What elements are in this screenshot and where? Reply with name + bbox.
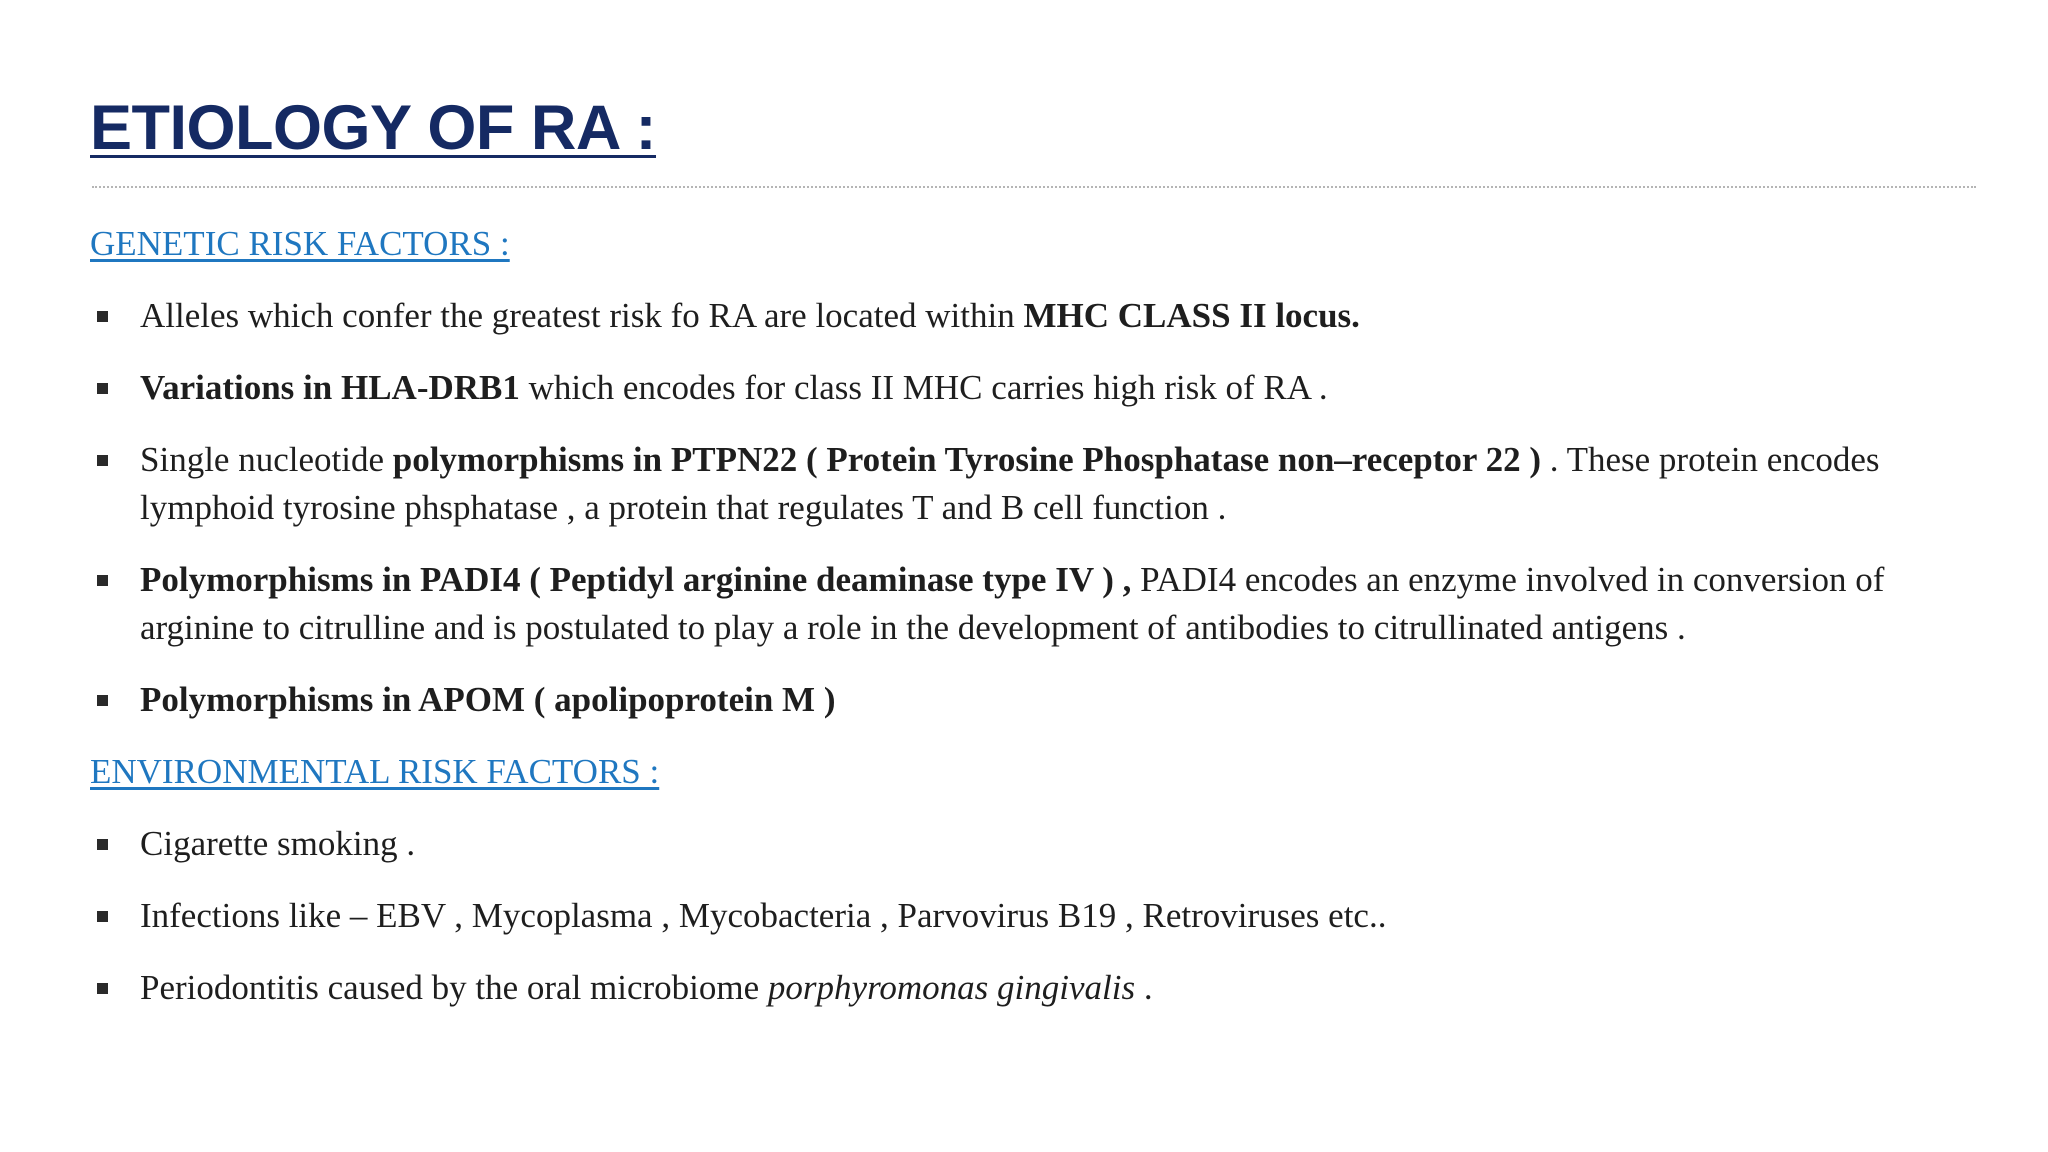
list-item: Infections like – EBV , Mycoplasma , Mycobacteria , Parvovirus B19 , Retroviruses etc.. <box>90 892 1970 940</box>
slide-title: ETIOLOGY OF RA : <box>90 93 657 163</box>
environmental-risk-heading: ENVIRONMENTAL RISK FACTORS : <box>90 752 660 791</box>
list-item: Single nucleotide polymorphisms in PTPN22 ( Protein Tyrosine Phosphatase non–receptor 22 ) . These protein encodes lymphoid tyrosine phsphatase , a protein that regulates T and B cell function . <box>90 436 1970 532</box>
square-bullet-icon <box>97 911 108 922</box>
environmental-risk-list <box>90 820 1970 1012</box>
list-item: Periodontitis caused by the oral microbiome porphyromonas gingivalis . <box>90 964 1970 1012</box>
list-item: Cigarette smoking . <box>90 820 1970 868</box>
list-item: Variations in HLA-DRB1 which encodes for class II MHC carries high risk of RA . <box>90 364 1970 412</box>
slide-content <box>90 220 1970 1036</box>
square-bullet-icon <box>97 575 108 586</box>
square-bullet-icon <box>97 983 108 994</box>
genetic-risk-list <box>90 292 1970 724</box>
square-bullet-icon <box>97 695 108 706</box>
square-bullet-icon <box>97 311 108 322</box>
list-item: Polymorphisms in APOM ( apolipoprotein M ) <box>90 676 1970 724</box>
genetic-risk-heading: GENETIC RISK FACTORS : <box>90 224 510 263</box>
list-item: Alleles which confer the greatest risk fo RA are located within MHC CLASS II locus. <box>90 292 1970 340</box>
square-bullet-icon <box>97 839 108 850</box>
square-bullet-icon <box>97 455 108 466</box>
list-item: Polymorphisms in PADI4 ( Peptidyl arginine deaminase type IV ) , PADI4 encodes an enzyme involved in conversion of arginine to citrulline and is postulated to play a role in the development of antibodies to citrullinated antigens . <box>90 556 1970 652</box>
title-divider <box>92 186 1976 188</box>
square-bullet-icon <box>97 383 108 394</box>
